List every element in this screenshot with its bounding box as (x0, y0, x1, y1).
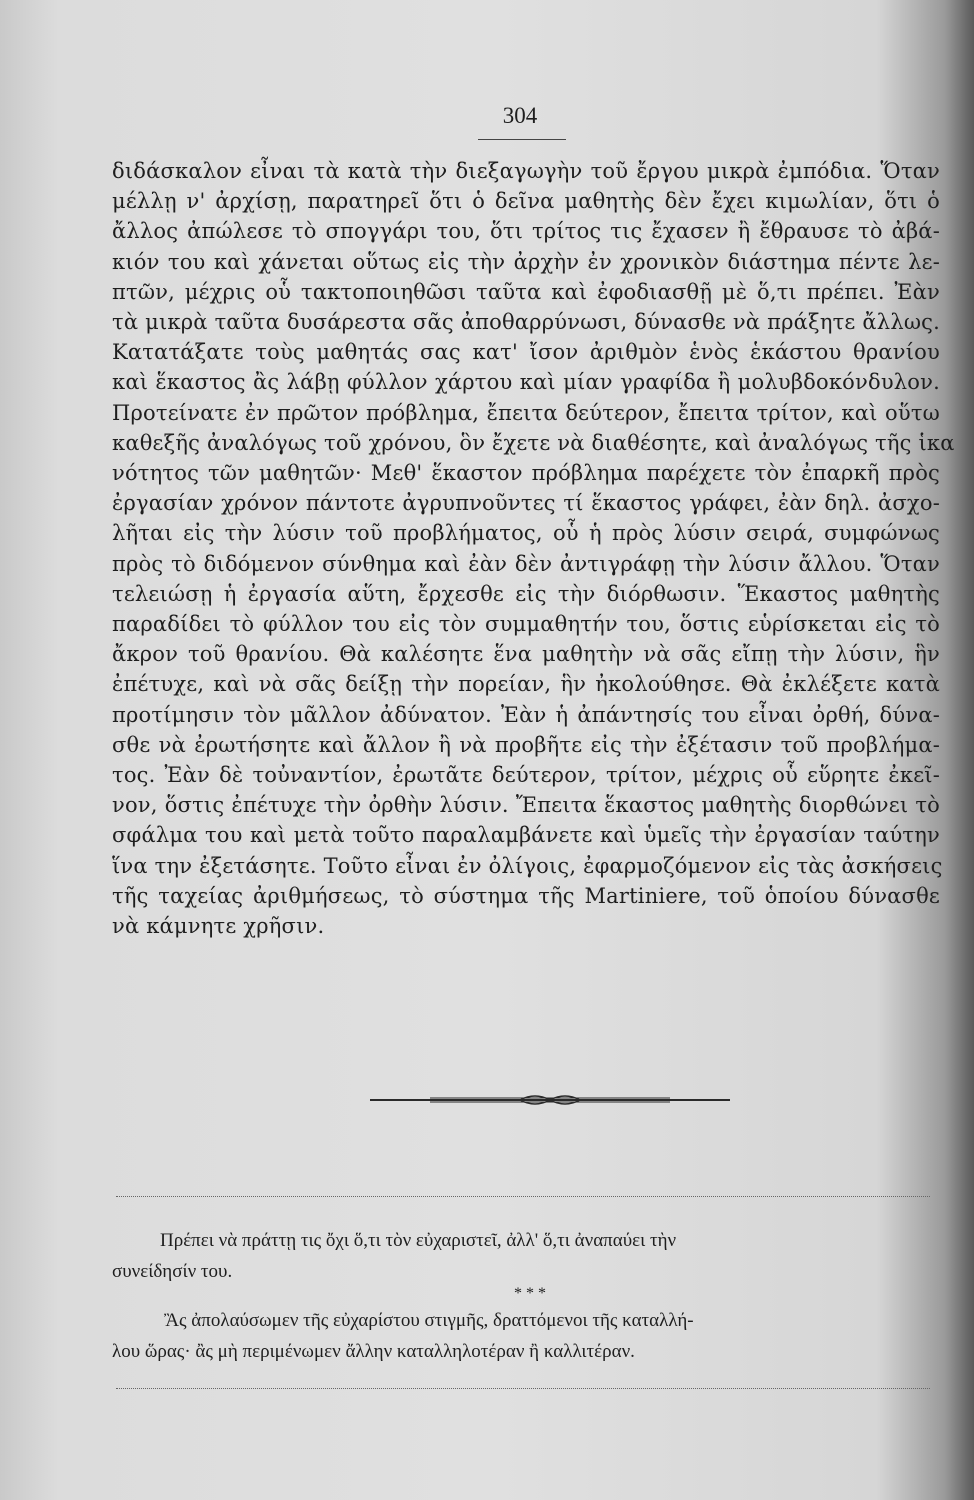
text-line: τῆς ταχείας ἀριθμήσεως, τὸ σύστημα τῆς Martiniere, τοῦ ὁποίου δύνασθε (112, 883, 940, 908)
text-line: Κατατάξατε τοὺς μαθητάς σας κατ' ἴσον ἀριθμὸν ἑνὸς ἑκάστου θρανίου (112, 340, 940, 365)
text-line: ἵνα την ἐξετάσητε. Τοῦτο εἶναι ἐν ὀλίγοις, ἐφαρμοζόμενον εἰς τὰς ἀσκήσεις (112, 853, 943, 878)
text-line: κιόν του καὶ χάνεται οὕτως εἰς τὴν ἀρχὴν ἐν χρονικὸν διάστημα πέντε λε- (112, 249, 940, 274)
ornament-divider (370, 1090, 730, 1110)
text-line: σφάλμα του καὶ μετὰ τοῦτο παραλαμβάνετε καὶ ὑμεῖς τὴν ἐργασίαν ταύτην (112, 823, 940, 848)
bottom-dotted-rule (116, 1388, 930, 1389)
quote-1-line-1: Πρέπει νὰ πράττῃ τις ὄχι ὅ,τι τὸν εὐχαριστεῖ, ἀλλ' ὅ,τι ἀναπαύει τὴν (160, 1230, 677, 1251)
text-line: ἄλλος ἀπώλεσε τὸ σπογγάρι του, ὅτι τρίτος τις ἔχασεν ἢ ἔθραυσε τὸ ἀβά- (112, 219, 940, 244)
body-text (112, 156, 955, 941)
text-line: ἐπέτυχε, καὶ νὰ σᾶς δείξῃ τὴν πορείαν, ἣν ἠκολούθησε. Θὰ ἐκλέξετε κατὰ (112, 672, 940, 697)
top-dotted-rule (116, 1196, 930, 1197)
text-line: σθε νὰ ἐρωτήσητε καὶ ἄλλον ἢ νὰ προβῆτε εἰς τὴν ἐξέτασιν τοῦ προβλήμα- (112, 732, 940, 757)
page-number-rule (478, 139, 566, 140)
text-line: προτίμησιν τὸν μᾶλλον ἀδύνατον. Ἐὰν ἡ ἀπάντησίς του εἶναι ὀρθή, δύνα- (112, 702, 940, 727)
quote-1-line-2: συνείδησίν του. (112, 1261, 233, 1282)
text-line: νὰ κάμνητε χρῆσιν. (112, 914, 325, 939)
text-line: νότητος τῶν μαθητῶν· Μεθ' ἕκαστον πρόβλημα παρέχετε τὸν ἐπαρκῆ πρὸς (112, 461, 940, 486)
text-line: τος. Ἐὰν δὲ τοὐναντίον, ἐρωτᾶτε δεύτερον, τρίτον, μέχρις οὗ εὕρητε ἐκεῖ- (112, 763, 940, 788)
text-line: ἐργασίαν χρόνον πάντοτε ἀγρυπνοῦντες τί ἕκαστος γράφει, ἐὰν δηλ. ἀσχο- (112, 491, 940, 516)
text-line: πτῶν, μέχρις οὗ τακτοποιηθῶσι ταῦτα καὶ ἐφοδιασθῇ μὲ ὅ,τι πρέπει. Ἐὰν (112, 279, 940, 304)
quote-2-line-2: λου ὥρας· ἂς μὴ περιμένωμεν ἄλλην καταλληλοτέραν ἢ καλλιτέραν. (112, 1341, 635, 1362)
text-line: καθεξῆς ἀναλόγως τοῦ χρόνου, ὃν ἔχετε νὰ διαθέσητε, καὶ ἀναλόγως τῆς ἱκα (112, 430, 955, 455)
quote-2-line-1: Ἂς ἀπολαύσωμεν τῆς εὐχαρίστου στιγμῆς, δραττόμενοι τῆς καταλλή- (164, 1310, 694, 1331)
text-line: λῆται εἰς τὴν λύσιν τοῦ προβλήματος, οὗ ἡ πρὸς λύσιν σειρά, συμφώνως (112, 521, 940, 546)
text-line: καὶ ἕκαστος ἂς λάβῃ φύλλον χάρτου καὶ μίαν γραφίδα ἢ μολυβδοκόνδυλον. (112, 370, 940, 395)
text-line: πρὸς τὸ διδόμενον σύνθημα καὶ ἐὰν δὲν ἀντιγράφῃ τὴν λύσιν ἄλλου. Ὅταν (112, 551, 940, 576)
text-line: τὰ μικρὰ ταῦτα δυσάρεστα σᾶς ἀποθαρρύνωσι, δύνασθε νὰ πράξητε ἄλλως. (112, 310, 940, 335)
text-line: νον, ὅστις ἐπέτυχε τὴν ὀρθὴν λύσιν. Ἔπειτα ἕκαστος μαθητὴς διορθώνει τὸ (112, 793, 940, 818)
text-line: παραδίδει τὸ φύλλον του εἰς τὸν συμμαθητήν του, ὅστις εὑρίσκεται εἰς τὸ (112, 612, 940, 637)
text-line: μέλλῃ ν' ἀρχίσῃ, παρατηρεῖ ὅτι ὁ δεῖνα μαθητὴς δὲν ἔχει κιμωλίαν, ὅτι ὁ (112, 189, 940, 214)
text-line: Προτείνατε ἐν πρῶτον πρόβλημα, ἔπειτα δεύτερον, ἔπειτα τρίτον, καὶ οὕτω (112, 400, 940, 425)
quotes-section (112, 1225, 938, 1367)
page-number: 304 (502, 103, 538, 128)
text-line: τελειώσῃ ἡ ἐργασία αὕτη, ἔρχεσθε εἰς τὴν διόρθωσιν. Ἕκαστος μαθητὴς (112, 581, 940, 606)
text-line: ἄκρον τοῦ θρανίου. Θὰ καλέσητε ἕνα μαθητὴν νὰ σᾶς εἴπῃ τὴν λύσιν, ἣν (112, 642, 940, 667)
text-line: διδάσκαλον εἶναι τὰ κατὰ τὴν διεξαγωγὴν τοῦ ἔργου μικρὰ ἐμπόδια. Ὅταν (112, 159, 940, 183)
asterism-separator: * * * (514, 1285, 546, 1302)
